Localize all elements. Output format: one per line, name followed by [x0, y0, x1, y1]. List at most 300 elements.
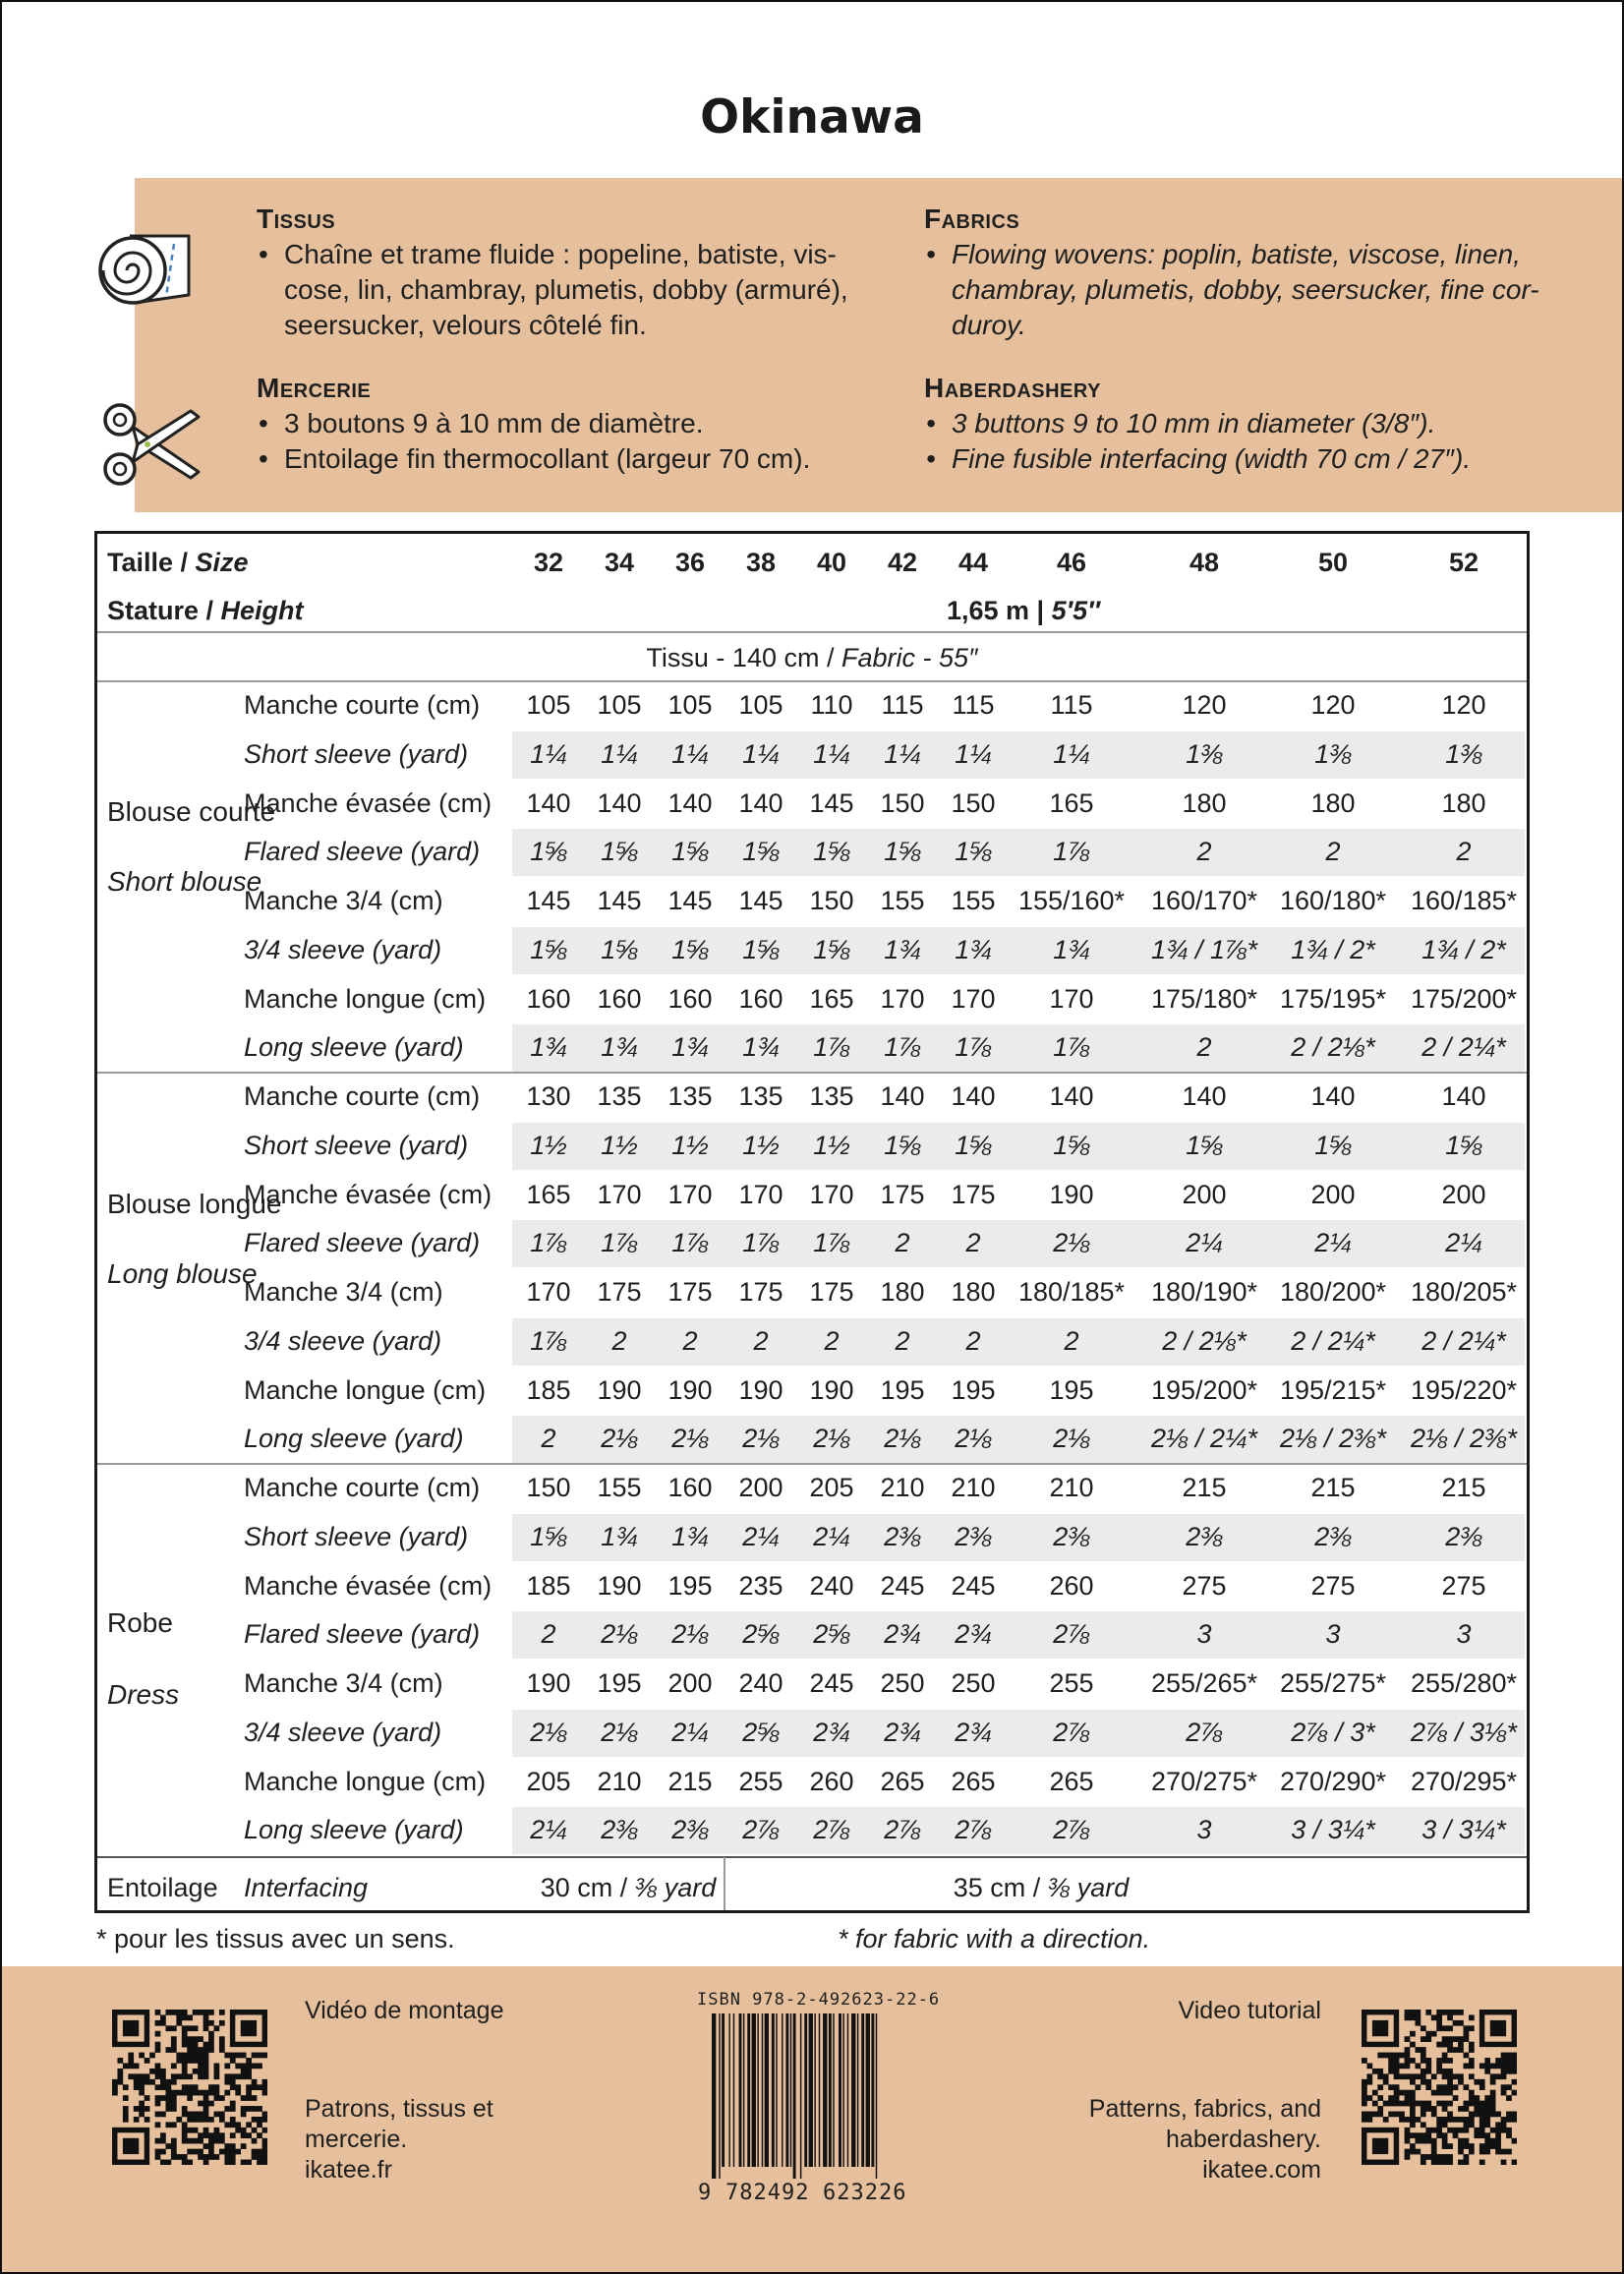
qr-code-icon — [1362, 2010, 1517, 2165]
table-cell: 145 — [667, 886, 713, 915]
table-cell: 2⅛ — [671, 1424, 709, 1454]
table-cell: 2 / 2⅛* — [1162, 1325, 1247, 1356]
table-cell: 200 — [1441, 1179, 1486, 1209]
group-label-short-blouse: Blouse courte Short blouse — [107, 796, 276, 897]
table-cell: 2¼ — [1314, 1228, 1352, 1258]
table-cell: 1⅞ — [813, 1032, 850, 1063]
table-cell: 255 — [1049, 1668, 1094, 1698]
interfacing-label-en: Interfacing — [244, 1873, 369, 1902]
table-cell: 1⅝ — [813, 934, 850, 964]
height-header-label: Stature / Height — [107, 596, 304, 625]
table-cell: 150 — [526, 1473, 571, 1502]
haberdashery-en-item: • Fine fusible interfacing (width 70 cm / 27″). — [924, 441, 1593, 477]
table-cell: 2 — [1196, 1032, 1212, 1063]
table-cell: 200 — [738, 1473, 783, 1502]
table-cell: 195/215* — [1279, 1374, 1387, 1405]
table-cell: 1¾ — [601, 1521, 638, 1551]
footnote-fr: * pour les tissus avec un sens. — [96, 1924, 455, 1953]
yardage-table — [94, 531, 1530, 1913]
size-header-cell: 50 — [1317, 548, 1349, 577]
scissors-icon — [100, 395, 208, 494]
table-cell: 140 — [1441, 1081, 1486, 1111]
table-cell: 200 — [1310, 1179, 1356, 1209]
site-link-fr[interactable]: ikatee.fr — [305, 2156, 392, 2184]
table-cell: 1⅝ — [671, 837, 709, 867]
table-cell: 1¼ — [884, 738, 921, 769]
table-cell: 1⅜ — [1186, 738, 1223, 769]
table-cell: 170 — [809, 1179, 854, 1209]
table-cell: 2¼ — [530, 1815, 567, 1845]
table-cell: 2⅞ — [742, 1815, 780, 1845]
shop-text-fr: Patrons, tissus et mercerie. ikatee.fr — [305, 2095, 493, 2184]
row-label: Flared sleeve (yard) — [244, 837, 481, 867]
table-cell: 160 — [597, 983, 642, 1014]
table-cell: 2 — [1325, 837, 1341, 867]
table-cell: 140 — [738, 787, 783, 818]
divider — [97, 631, 1527, 633]
table-cell: 190 — [597, 1570, 642, 1601]
table-cell: 2 — [965, 1228, 981, 1258]
table-cell: 1¼ — [955, 738, 992, 769]
table-cell: 115 — [881, 690, 924, 720]
table-cell: 190 — [526, 1668, 571, 1698]
table-cell: 145 — [809, 787, 854, 818]
table-cell: 1⅞ — [530, 1325, 567, 1356]
table-cell: 3 / 3¼* — [1421, 1815, 1506, 1845]
row-label: Flared sleeve (yard) — [244, 1228, 481, 1258]
table-cell: 2 — [1456, 837, 1472, 867]
table-cell: 2 — [682, 1325, 698, 1356]
table-cell: 210 — [1049, 1473, 1094, 1502]
table-cell: 195/220* — [1410, 1374, 1518, 1405]
table-cell: 170 — [1049, 983, 1094, 1014]
table-cell: 255/280* — [1410, 1668, 1518, 1698]
table-cell: 1¼ — [601, 738, 638, 769]
table-cell: 260 — [809, 1766, 854, 1796]
table-cell: 170 — [667, 1179, 713, 1209]
table-cell: 1⅞ — [601, 1228, 638, 1258]
table-cell: 140 — [1182, 1081, 1227, 1111]
fabrics-en-item: • Flowing wovens: poplin, batiste, viscose, linen, chambray, plumetis, dobby, seersucker, fine cor- duroy. — [924, 237, 1593, 343]
fabrics-en — [924, 202, 1593, 343]
table-cell: 1½ — [742, 1130, 780, 1160]
table-cell: 215 — [667, 1766, 713, 1796]
size-header-cell: 32 — [533, 548, 564, 577]
table-cell: 150 — [951, 787, 996, 818]
table-cell: 2 — [965, 1325, 981, 1356]
row-label: 3/4 sleeve (yard) — [244, 934, 442, 964]
table-cell: 260 — [1049, 1570, 1094, 1601]
table-cell: 190 — [597, 1374, 642, 1405]
shop-text-en: Patterns, fabrics, and haberdashery. ikatee.com — [1088, 2095, 1321, 2184]
table-cell: 1⅞ — [955, 1032, 992, 1063]
table-cell: 255/275* — [1279, 1668, 1387, 1698]
table-cell: 190 — [1049, 1179, 1094, 1209]
table-cell: 155/160* — [1017, 886, 1126, 915]
fabrics-fr-item: • Chaîne et trame fluide : popeline, batiste, vis- cose, lin, chambray, plumetis, dobby (armuré), seersucker, velours côtelé fin. — [257, 237, 905, 343]
table-cell: 2 — [824, 1325, 840, 1356]
table-cell: 160/185* — [1410, 886, 1518, 915]
table-cell: 145 — [597, 886, 642, 915]
table-cell: 1⅝ — [530, 1521, 567, 1551]
row-label: Short sleeve (yard) — [244, 738, 469, 769]
haberdashery-fr-item: • 3 boutons 9 à 10 mm de diamètre. — [257, 406, 905, 441]
table-cell: 1⅝ — [884, 1130, 921, 1160]
table-cell: 135 — [809, 1081, 854, 1111]
video-label-en: Video tutorial — [1178, 1997, 1321, 2024]
table-cell: 2¼ — [813, 1521, 850, 1551]
row-label: Short sleeve (yard) — [244, 1521, 469, 1551]
table-cell: 1¾ — [742, 1032, 780, 1063]
fabrics-fr — [257, 202, 905, 343]
table-cell: 175 — [667, 1277, 713, 1307]
table-cell: 1⅝ — [1053, 1130, 1090, 1160]
table-cell: 160/170* — [1150, 886, 1258, 915]
table-cell: 1⅞ — [530, 1228, 567, 1258]
table-cell: 155 — [597, 1473, 642, 1502]
row-label: 3/4 sleeve (yard) — [244, 1325, 442, 1356]
footnote-en: * for fabric with a direction. — [838, 1924, 1151, 1953]
video-label-fr: Vidéo de montage — [305, 1997, 504, 2024]
table-cell: 3 — [1456, 1619, 1472, 1650]
table-cell: 210 — [597, 1766, 642, 1796]
table-cell: 190 — [809, 1374, 854, 1405]
table-cell: 2⅞ / 3⅛* — [1410, 1717, 1518, 1747]
table-cell: 140 — [597, 787, 642, 818]
table-cell: 180 — [1310, 787, 1356, 818]
row-label: Manche évasée (cm) — [244, 1570, 493, 1601]
table-cell: 2⅞ — [1053, 1815, 1090, 1845]
table-cell: 135 — [738, 1081, 783, 1111]
table-cell: 145 — [738, 886, 783, 915]
table-cell: 235 — [738, 1570, 783, 1601]
table-cell: 265 — [1049, 1766, 1094, 1796]
table-cell: 195 — [597, 1668, 642, 1698]
table-cell: 2¾ — [955, 1619, 992, 1650]
table-cell: 2⅞ — [1053, 1717, 1090, 1747]
table-cell: 145 — [526, 886, 571, 915]
table-cell: 2 — [1196, 837, 1212, 867]
table-cell: 2 / 2⅛* — [1291, 1032, 1375, 1063]
table-cell: 170 — [738, 1179, 783, 1209]
table-cell: 155 — [951, 886, 996, 915]
size-header-cell: 34 — [604, 548, 635, 577]
table-cell: 175 — [951, 1179, 996, 1209]
table-cell: 190 — [738, 1374, 783, 1405]
table-cell: 175 — [880, 1179, 925, 1209]
table-cell: 2⅞ — [1053, 1619, 1090, 1650]
table-cell: 2⅝ — [813, 1619, 850, 1650]
table-cell: 140 — [1310, 1081, 1356, 1111]
row-label: Manche longue (cm) — [244, 1766, 487, 1796]
table-cell: 195 — [667, 1570, 713, 1601]
table-cell: 2⅜ — [955, 1521, 992, 1551]
table-cell: 2 — [753, 1325, 769, 1356]
table-cell: 105 — [597, 690, 642, 720]
table-cell: 270/290* — [1279, 1766, 1387, 1796]
fabrics-en-heading: Fabrics — [924, 204, 1020, 234]
table-cell: 215 — [1182, 1473, 1227, 1502]
table-cell: 2⅞ / 3* — [1291, 1717, 1375, 1747]
table-cell: 210 — [951, 1473, 996, 1502]
table-cell: 2⅜ — [1053, 1521, 1090, 1551]
table-cell: 250 — [951, 1668, 996, 1698]
table-cell: 1⅞ — [1053, 1032, 1090, 1063]
row-label: Manche 3/4 (cm) — [244, 886, 443, 915]
table-cell: 1⅝ — [955, 1130, 992, 1160]
table-cell: 2¾ — [955, 1717, 992, 1747]
table-cell: 1⅝ — [601, 837, 638, 867]
table-cell: 185 — [526, 1570, 571, 1601]
haberdashery-fr — [257, 371, 905, 477]
group-label-dress: Robe Dress — [107, 1607, 180, 1710]
table-cell: 175 — [809, 1277, 854, 1307]
table-cell: 2⅛ — [671, 1619, 709, 1650]
size-header-cell: 36 — [674, 548, 706, 577]
table-cell: 120 — [1182, 690, 1227, 720]
table-cell: 2⅜ — [671, 1815, 709, 1845]
table-cell: 2¾ — [884, 1619, 921, 1650]
table-cell: 170 — [880, 983, 925, 1014]
table-cell: 175/195* — [1279, 983, 1387, 1014]
table-cell: 1⅞ — [1053, 837, 1090, 867]
table-cell: 180/205* — [1410, 1277, 1518, 1307]
table-cell: 275 — [1310, 1570, 1356, 1601]
table-cell: 180/190* — [1150, 1277, 1258, 1307]
table-cell: 1⅝ — [742, 934, 780, 964]
fabric-roll-icon — [95, 216, 203, 315]
table-cell: 205 — [809, 1473, 854, 1502]
table-cell: 140 — [880, 1081, 925, 1111]
table-cell: 195 — [1049, 1374, 1094, 1405]
table-cell: 250 — [880, 1668, 925, 1698]
table-cell: 2¼ — [671, 1717, 709, 1747]
table-cell: 270/295* — [1410, 1766, 1518, 1796]
table-cell: 135 — [597, 1081, 642, 1111]
table-cell: 1⅝ — [813, 837, 850, 867]
table-cell: 2⅜ — [884, 1521, 921, 1551]
table-cell: 1¼ — [671, 738, 709, 769]
table-cell: 2¾ — [813, 1717, 850, 1747]
table-cell: 2¾ — [884, 1717, 921, 1747]
size-header-cell: 48 — [1189, 548, 1220, 577]
table-cell: 1⅝ — [1314, 1130, 1352, 1160]
table-cell: 2⅛ — [1053, 1424, 1090, 1454]
interfacing-label: Entoilage — [107, 1873, 218, 1902]
table-cell: 1½ — [813, 1130, 850, 1160]
table-cell: 1½ — [671, 1130, 709, 1160]
row-label: Long sleeve (yard) — [244, 1424, 464, 1454]
table-cell: 165 — [809, 983, 854, 1014]
table-cell: 195 — [951, 1374, 996, 1405]
table-cell: 2 / 2¼* — [1421, 1032, 1506, 1063]
table-cell: 180 — [1441, 787, 1486, 818]
table-cell: 2⅛ — [601, 1619, 638, 1650]
table-cell: 2 / 2¼* — [1291, 1325, 1375, 1356]
table-cell: 120 — [1310, 690, 1356, 720]
table-cell: 210 — [880, 1473, 925, 1502]
table-cell: 150 — [880, 787, 925, 818]
table-cell: 245 — [880, 1570, 925, 1601]
row-label: Manche évasée (cm) — [244, 1179, 493, 1209]
table-cell: 120 — [1441, 690, 1486, 720]
row-label: Manche courte (cm) — [244, 1473, 481, 1502]
table-cell: 200 — [667, 1668, 713, 1698]
table-cell: 140 — [1049, 1081, 1094, 1111]
table-cell: 2⅛ — [1053, 1228, 1090, 1258]
table-cell: 215 — [1441, 1473, 1486, 1502]
table-cell: 270/275* — [1150, 1766, 1258, 1796]
interfacing-small: 30 cm / ⅜ yard — [540, 1873, 717, 1902]
table-cell: 1½ — [601, 1130, 638, 1160]
table-cell: 160/180* — [1279, 886, 1387, 915]
table-cell: 3 — [1196, 1619, 1212, 1650]
table-cell: 2⅜ — [1445, 1521, 1482, 1551]
table-cell: 1⅞ — [813, 1228, 850, 1258]
table-cell: 180/200* — [1279, 1277, 1387, 1307]
table-cell: 1⅝ — [1186, 1130, 1223, 1160]
size-header-label: Taille / Size — [107, 548, 249, 577]
table-cell: 1¼ — [530, 738, 567, 769]
row-label: Long sleeve (yard) — [244, 1815, 464, 1845]
table-cell: 175 — [597, 1277, 642, 1307]
table-cell: 1¾ / 1⅞* — [1150, 934, 1258, 964]
row-label: Long sleeve (yard) — [244, 1032, 464, 1063]
qr-code-icon — [112, 2010, 267, 2165]
divider — [97, 1856, 1527, 1858]
table-cell: 140 — [667, 787, 713, 818]
table-cell: 165 — [1049, 787, 1094, 818]
table-cell: 1⅜ — [1314, 738, 1352, 769]
table-cell: 265 — [880, 1766, 925, 1796]
table-cell: 2⅜ — [1186, 1521, 1223, 1551]
table-cell: 2⅛ — [530, 1717, 567, 1747]
table-cell: 3 — [1196, 1815, 1212, 1845]
barcode-icon — [712, 2013, 918, 2179]
table-cell: 115 — [1050, 690, 1093, 720]
table-cell: 1¼ — [813, 738, 850, 769]
row-label: Manche 3/4 (cm) — [244, 1277, 443, 1307]
table-cell: 1⅝ — [530, 934, 567, 964]
table-cell: 1¾ — [955, 934, 992, 964]
table-cell: 1¾ — [601, 1032, 638, 1063]
table-cell: 195/200* — [1150, 1374, 1258, 1405]
table-cell: 240 — [738, 1668, 783, 1698]
isbn-label: ISBN 978-2-492623-22-6 — [697, 1990, 941, 2010]
table-cell: 1¾ / 2* — [1291, 934, 1375, 964]
table-cell: 2⅞ — [884, 1815, 921, 1845]
table-cell: 1⅝ — [530, 837, 567, 867]
table-cell: 180/185* — [1017, 1277, 1126, 1307]
table-cell: 180 — [951, 1277, 996, 1307]
size-header-cell: 40 — [816, 548, 847, 577]
table-cell: 2⅛ — [884, 1424, 921, 1454]
table-cell: 155 — [880, 886, 925, 915]
interfacing-large: 35 cm / ⅜ yard — [953, 1873, 1130, 1902]
row-label: 3/4 sleeve (yard) — [244, 1717, 442, 1747]
table-cell: 1¾ / 2* — [1421, 934, 1506, 964]
table-cell: 245 — [951, 1570, 996, 1601]
site-link-en[interactable]: ikatee.com — [1202, 2156, 1321, 2184]
haberdashery-en-item: • 3 buttons 9 to 10 mm in diameter (3/8″). — [924, 406, 1593, 441]
row-label: Manche 3/4 (cm) — [244, 1668, 443, 1698]
table-cell: 2⅜ — [1314, 1521, 1352, 1551]
table-cell: 2⅜ — [601, 1815, 638, 1845]
table-cell: 1¼ — [742, 738, 780, 769]
row-label: Short sleeve (yard) — [244, 1130, 469, 1160]
table-cell: 265 — [951, 1766, 996, 1796]
table-cell: 170 — [597, 1179, 642, 1209]
table-cell: 255 — [738, 1766, 783, 1796]
table-cell: 130 — [526, 1081, 571, 1111]
table-cell: 175/200* — [1410, 983, 1518, 1014]
table-cell: 190 — [667, 1374, 713, 1405]
table-cell: 180 — [880, 1277, 925, 1307]
table-cell: 2⅛ — [601, 1424, 638, 1454]
table-cell: 2 — [895, 1325, 910, 1356]
table-cell: 200 — [1182, 1179, 1227, 1209]
haberdashery-en-heading: Haberdashery — [924, 373, 1101, 403]
fabrics-fr-heading: Tissus — [257, 204, 336, 234]
divider — [97, 1463, 1527, 1465]
table-cell: 1⅝ — [955, 837, 992, 867]
table-cell: 1⅝ — [884, 837, 921, 867]
table-cell: 3 — [1325, 1619, 1341, 1650]
table-cell: 185 — [526, 1374, 571, 1405]
table-cell: 2⅛ — [813, 1424, 850, 1454]
table-cell: 1⅝ — [601, 934, 638, 964]
row-label: Manche courte (cm) — [244, 1081, 481, 1111]
table-cell: 1⅝ — [1445, 1130, 1482, 1160]
size-header-cell: 52 — [1448, 548, 1479, 577]
table-cell: 2⅛ — [955, 1424, 992, 1454]
table-cell: 2¼ — [1445, 1228, 1482, 1258]
table-cell: 1⅞ — [671, 1228, 709, 1258]
table-cell: 1¾ — [884, 934, 921, 964]
table-cell: 205 — [526, 1766, 571, 1796]
table-cell: 2⅞ — [1186, 1717, 1223, 1747]
table-cell: 140 — [951, 1081, 996, 1111]
row-label: Manche longue (cm) — [244, 983, 487, 1014]
row-label: Manche évasée (cm) — [244, 787, 493, 818]
row-label: Manche courte (cm) — [244, 690, 481, 720]
height-value: 1,65 m | 5′5″ — [946, 596, 1101, 625]
divider — [97, 1072, 1527, 1074]
row-label: Flared sleeve (yard) — [244, 1619, 481, 1650]
table-cell: 2 — [541, 1424, 556, 1454]
table-cell: 150 — [809, 886, 854, 915]
haberdashery-fr-heading: Mercerie — [257, 373, 372, 403]
barcode-digits-1: 9 — [698, 2181, 713, 2205]
table-cell: 2¼ — [1186, 1228, 1223, 1258]
table-cell: 2⅝ — [742, 1717, 780, 1747]
table-cell: 1⅜ — [1445, 738, 1482, 769]
table-cell: 180 — [1182, 787, 1227, 818]
table-cell: 240 — [809, 1570, 854, 1601]
table-cell: 2⅛ — [742, 1424, 780, 1454]
table-cell: 175 — [738, 1277, 783, 1307]
barcode-digits-3: 623226 — [823, 2181, 907, 2205]
table-cell: 2 — [611, 1325, 627, 1356]
table-cell: 195 — [880, 1374, 925, 1405]
table-cell: 2⅛ / 2¼* — [1150, 1424, 1258, 1454]
table-cell: 2 / 2¼* — [1421, 1325, 1506, 1356]
table-cell: 275 — [1441, 1570, 1486, 1601]
fabric-width-row: Tissu - 140 cm / Fabric - 55″ — [646, 643, 978, 672]
table-cell: 2⅛ — [601, 1717, 638, 1747]
table-cell: 110 — [810, 690, 853, 720]
table-cell: 2 — [895, 1228, 910, 1258]
